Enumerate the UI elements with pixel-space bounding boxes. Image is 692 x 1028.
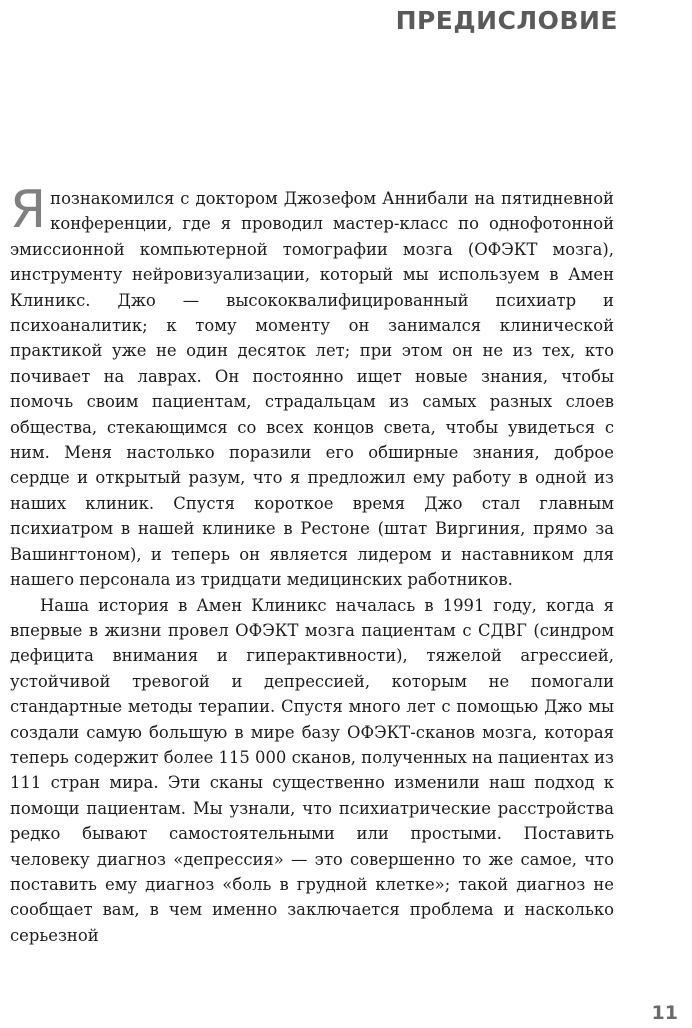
drop-cap: Я xyxy=(10,180,47,240)
paragraph-2: Наша история в Амен Клиникс началась в 1991 году, когда я впервые в жизни провел ОФЭКТ мозга пациентам с СДВГ (синдром дефицита внимания и гиперактивности), тяжелой агрессией, устойчивой тревогой и депрессией, которым не помогали стандартные методы терапии. Спустя много лет с помощью Джо мы создали самую большую в мире базу ОФЭКТ-сканов мозга, которая теперь содержит более 115 000 сканов, полученных на пациентах из 111 стран мира. Эти сканы существенно изменили наш подход к помощи пациентам. Мы узнали, что психиатрические расстройства редко бывают самостоятельными или простыми. Поставить человеку диагноз «депрессия» — это совершенно то же самое, что поставить ему диагноз «боль в грудной клетке»; такой диагноз не сообщает вам, в чем именно заключается проблема и насколько серьезной xyxy=(10,595,614,945)
paragraph-1 xyxy=(10,180,614,593)
page-number: 11 xyxy=(651,1002,678,1024)
body-text xyxy=(10,180,614,948)
chapter-heading: ПРЕДИСЛОВИЕ xyxy=(395,6,618,35)
paragraph-1-text: познакомился с доктором Джозефом Аннибали на пятидневной конференции, где я проводил мастер-класс по однофотонной эмиссионной компьютерной томографии мозга (ОФЭКТ мозга), инструменту нейровизуализации, который мы используем в Амен Клиникс. Джо — высококвалифицированный психиатр и психоаналитик; к тому моменту он занимался клинической практикой уже не один десяток лет; при этом он не из тех, кто почивает на лаврах. Он постоянно ищет новые знания, чтобы помочь своим пациентам, страдальцам из самых разных слоев общества, стекающимся со всех концов света, чтобы увидеться с ним. Меня настолько поразили его обширные знания, доброе сердце и открытый разум, что я предложил ему работу в одной из наших клиник. Спустя короткое время Джо стал главным психиатром в нашей клинике в Рестоне (штат Виргиния, прямо за Вашингтоном), и теперь он является лидером и наставником для нашего персонала из тридцати медицинских работников. xyxy=(10,189,614,590)
